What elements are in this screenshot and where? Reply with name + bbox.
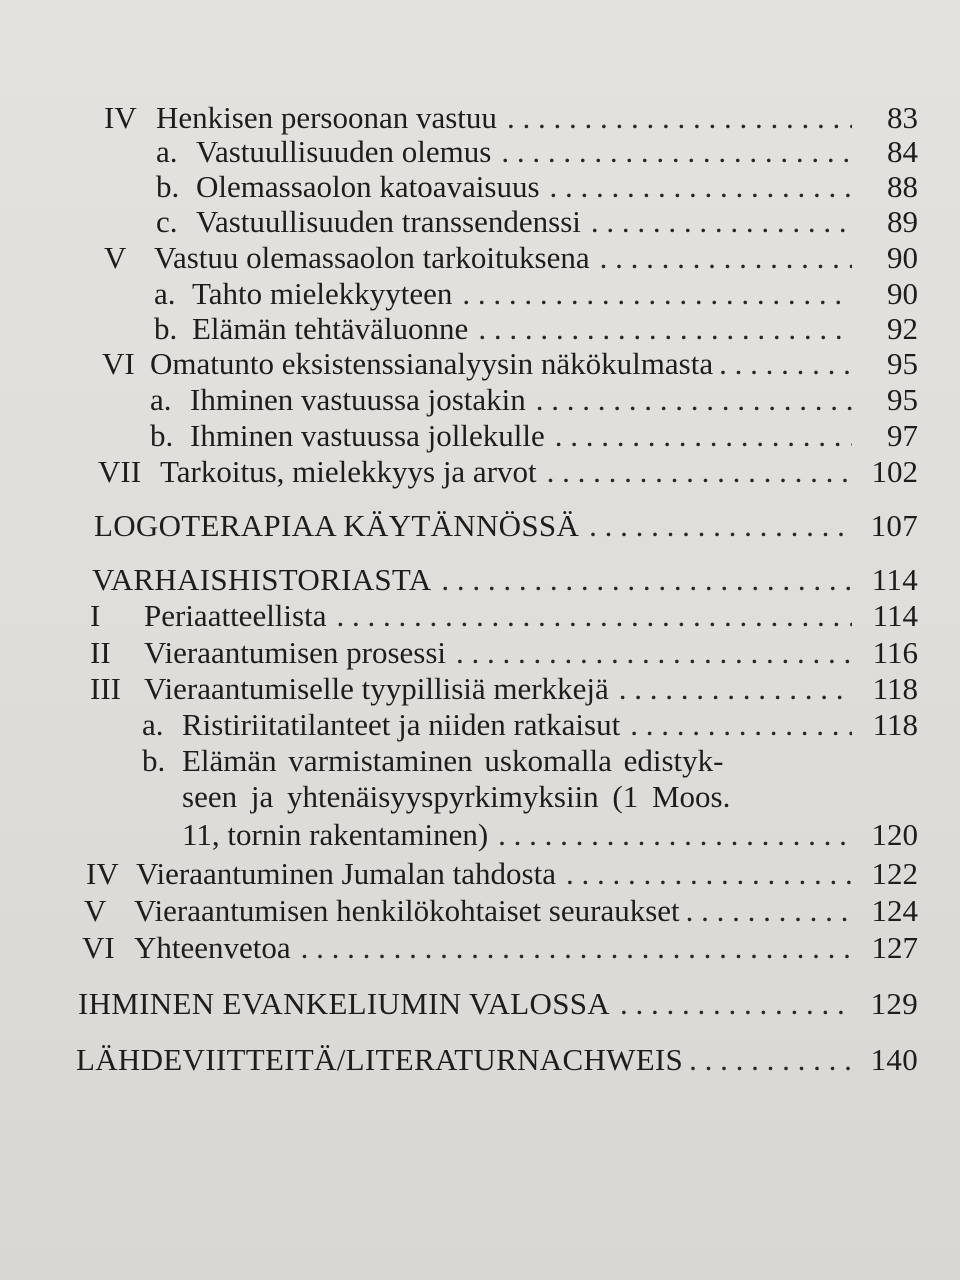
toc-chapter-entry <box>78 986 918 1022</box>
toc-entry-page: 107 <box>870 508 918 543</box>
dot-leader <box>719 346 856 382</box>
toc-entry-number: III <box>90 671 121 706</box>
toc-entry-title: Ristiriitatilanteet ja niiden ratkaisut <box>182 707 621 742</box>
toc-entry-title: Elämän varmistaminen uskomalla edistyk- <box>182 743 724 778</box>
toc-entry-number: VI <box>102 346 135 381</box>
toc-entry-title: LOGOTERAPIAA KÄYTÄNNÖSSÄ <box>94 508 580 543</box>
toc-entry <box>154 276 918 312</box>
toc-entry <box>104 100 918 136</box>
dot-leader <box>456 635 852 671</box>
toc-entry-page: 84 <box>887 134 918 169</box>
toc-entry-number: VII <box>98 454 142 489</box>
toc-entry-number: a. <box>150 382 172 417</box>
toc-entry-title: 11, tornin rakentaminen) <box>182 817 489 852</box>
toc-entry-title: Vastuullisuuden transsendenssi <box>196 204 581 239</box>
toc-entry-number: VI <box>82 930 115 965</box>
toc-entry <box>90 598 918 634</box>
toc-entry-page: 118 <box>872 707 918 742</box>
dot-leader <box>600 240 852 276</box>
toc-entry-title: Tahto mielekkyyteen <box>192 276 453 311</box>
toc-entry-number: V <box>84 893 107 928</box>
toc-entry-number: IV <box>104 100 137 135</box>
toc-entry-title: Henkisen persoonan vastuu <box>156 100 497 135</box>
dot-leader <box>498 817 852 853</box>
toc-entry <box>156 134 918 170</box>
toc-entry-title: Vieraantumiselle tyypillisiä merkkejä <box>144 671 609 706</box>
toc-entry <box>90 671 918 707</box>
dot-leader <box>441 562 852 598</box>
dot-leader <box>591 204 852 240</box>
dot-leader <box>589 508 852 544</box>
toc-entry <box>154 311 918 347</box>
toc-entry <box>86 856 918 892</box>
toc-entry-number: b. <box>142 743 166 778</box>
toc-entry-page: 88 <box>887 169 918 204</box>
toc-entry <box>156 204 918 240</box>
toc-entry-title: Ihminen vastuussa jostakin <box>190 382 526 417</box>
toc-entry-title: Yhteenvetoa <box>134 930 291 965</box>
toc-entry-number: b. <box>156 169 180 204</box>
toc-entry-number: b. <box>150 418 174 453</box>
toc-entry-title: Vieraantuminen Jumalan tahdosta <box>136 856 556 891</box>
toc-entry-title: Periaatteellista <box>144 598 327 633</box>
toc-entry-number: II <box>90 635 111 670</box>
dot-leader <box>566 856 852 892</box>
toc-entry <box>150 382 918 418</box>
toc-entry <box>142 707 918 743</box>
toc-entry-number: IV <box>86 856 119 891</box>
toc-entry-title: IHMINEN EVANKELIUMIN VALOSSA <box>78 986 610 1021</box>
toc-entry-number: b. <box>154 311 178 346</box>
toc-entry-page: 90 <box>887 276 918 311</box>
dot-leader <box>630 707 852 743</box>
toc-entry-number: I <box>90 598 101 633</box>
toc-chapter-entry <box>76 1042 918 1078</box>
toc-entry-page: 140 <box>870 1042 918 1077</box>
dot-leader <box>536 382 852 418</box>
toc-chapter-entry <box>94 508 918 544</box>
toc-entry-number: V <box>104 240 127 275</box>
toc-entry-number: a. <box>154 276 176 311</box>
dot-leader <box>689 1042 856 1078</box>
toc-entry <box>98 454 918 490</box>
toc-entry-title: Tarkoitus, mielekkyys ja arvot <box>160 454 537 489</box>
toc-entry-continuation: seen ja yhtenäisyyspyrkimyksiin (1 Moos. <box>182 779 731 814</box>
dot-leader <box>686 893 856 929</box>
toc-entry <box>90 635 918 671</box>
toc-entry-title: Elämän tehtäväluonne <box>192 311 469 346</box>
toc-entry <box>104 240 918 276</box>
toc-entry-page: 127 <box>871 930 918 965</box>
toc-entry-title: Ihminen vastuussa jollekulle <box>190 418 545 453</box>
toc-entry-page: 114 <box>871 562 918 597</box>
dot-leader <box>620 986 852 1022</box>
toc-entry-title: Omatunto eksistenssianalyysin näkökulmasta <box>150 346 714 381</box>
toc-entry-title: Vastuu olemassaolon tarkoituksena <box>154 240 590 275</box>
toc-entry <box>142 743 918 779</box>
toc-entry-page: 92 <box>887 311 918 346</box>
toc-entry-page: 95 <box>887 346 918 381</box>
toc-entry <box>182 817 918 853</box>
toc-entry-page: 90 <box>887 240 918 275</box>
toc-entry-title: Vastuullisuuden olemus <box>196 134 492 169</box>
toc-entry-page: 102 <box>871 454 918 489</box>
toc-entry <box>150 418 918 454</box>
toc-entry <box>156 169 918 205</box>
toc-entry-title: Vieraantumisen prosessi <box>144 635 447 670</box>
toc-entry-page: 97 <box>887 418 918 453</box>
toc-entry <box>102 346 918 382</box>
toc-entry-page: 83 <box>887 100 918 135</box>
dot-leader <box>501 134 852 170</box>
toc-entry-number: a. <box>142 707 164 742</box>
dot-leader <box>550 169 852 205</box>
dot-leader <box>507 100 852 136</box>
toc-entry-number: c. <box>156 204 178 239</box>
toc-entry <box>82 930 918 966</box>
toc-entry-page: 124 <box>871 893 918 928</box>
dot-leader <box>301 930 852 966</box>
toc-entry-title: VARHAISHISTORIASTA <box>92 562 432 597</box>
dot-leader <box>555 418 852 454</box>
dot-leader <box>478 311 852 347</box>
toc-entry-title: Olemassaolon katoavaisuus <box>196 169 540 204</box>
toc-entry-page: 114 <box>872 598 918 633</box>
toc-entry-page: 116 <box>872 635 918 670</box>
toc-entry-page: 120 <box>871 817 918 852</box>
dot-leader <box>619 671 852 707</box>
dot-leader <box>547 454 852 490</box>
toc-entry <box>84 893 918 929</box>
toc-entry-page: 122 <box>871 856 918 891</box>
toc-entry-page: 89 <box>887 204 918 239</box>
toc-chapter-entry <box>92 562 918 598</box>
toc-entry-page: 118 <box>872 671 918 706</box>
dot-leader <box>336 598 852 634</box>
toc-entry-title: Vieraantumisen henkilökohtaiset seuraukset <box>134 893 680 928</box>
toc-entry-title: LÄHDEVIITTEITÄ/LITERATURNACHWEIS <box>76 1042 684 1077</box>
toc-entry-number: a. <box>156 134 178 169</box>
toc-entry-page: 95 <box>887 382 918 417</box>
toc-entry-page: 129 <box>870 986 918 1021</box>
dot-leader <box>462 276 852 312</box>
